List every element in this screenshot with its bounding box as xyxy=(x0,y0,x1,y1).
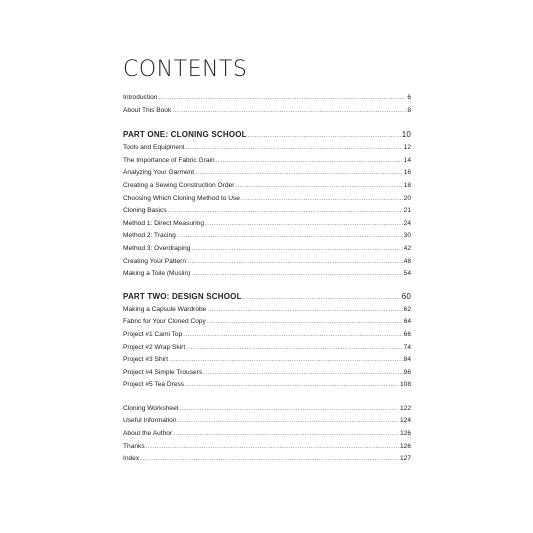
dot-leader xyxy=(205,218,403,231)
toc-entry[interactable] xyxy=(123,218,411,231)
toc-entry[interactable] xyxy=(123,205,411,218)
toc-entry-page: 74 xyxy=(403,343,411,351)
toc-entry-label: Tools and Equipment xyxy=(123,144,185,152)
toc-entry-page: 64 xyxy=(403,318,411,326)
part-heading[interactable] xyxy=(123,290,411,304)
intro-section xyxy=(123,92,411,117)
toc-entry[interactable] xyxy=(123,403,411,416)
dot-leader xyxy=(207,316,403,329)
toc-entry[interactable] xyxy=(123,379,411,392)
dot-leader xyxy=(177,230,403,243)
toc-entry[interactable] xyxy=(123,354,411,367)
toc-entry[interactable] xyxy=(123,415,411,428)
dot-leader xyxy=(146,441,399,454)
dot-leader xyxy=(243,291,401,305)
toc-entry[interactable] xyxy=(123,155,411,168)
dot-leader xyxy=(172,105,406,118)
part-heading[interactable] xyxy=(123,128,411,142)
part-two-section xyxy=(123,290,411,392)
part-one-section xyxy=(123,128,411,281)
dot-leader xyxy=(191,268,402,281)
part-heading-page: 60 xyxy=(401,291,411,301)
toc-entry-label: Index xyxy=(123,455,140,463)
dot-leader xyxy=(180,403,399,416)
toc-entry-label: Introduction xyxy=(123,94,158,101)
toc-entry-page: 122 xyxy=(399,404,411,412)
toc-entry[interactable] xyxy=(123,142,411,155)
contents-page xyxy=(123,58,411,466)
part-two-entries xyxy=(123,304,411,392)
toc-entry-label: Cloning Basics xyxy=(123,207,167,215)
toc-entry-label: About This Book xyxy=(123,106,172,114)
toc-entry-page: 54 xyxy=(403,270,411,278)
toc-entry-label: Project #3 Shirt xyxy=(123,356,169,364)
toc-entry-page: 30 xyxy=(403,232,411,240)
toc-entry-page: 48 xyxy=(403,257,411,265)
toc-entry[interactable] xyxy=(123,342,411,355)
toc-entry-page: 14 xyxy=(403,156,411,164)
part-one-entries xyxy=(123,142,411,281)
back-matter-section xyxy=(123,403,411,466)
toc-entry-page: 6 xyxy=(407,94,411,101)
page-title: CONTENTS xyxy=(123,57,248,82)
toc-entry[interactable] xyxy=(123,453,411,466)
part-heading-label: PART TWO: DESIGN SCHOOL xyxy=(123,291,242,301)
toc-entry-label: The Importance of Fabric Grain xyxy=(123,156,215,164)
toc-entry-page: 42 xyxy=(403,244,411,252)
toc-entry-page: 62 xyxy=(403,305,411,313)
toc-entry[interactable] xyxy=(123,441,411,454)
toc-entry[interactable] xyxy=(123,367,411,380)
toc-entry[interactable] xyxy=(123,92,411,105)
toc-entry-page: 12 xyxy=(403,144,411,152)
dot-leader xyxy=(183,329,402,342)
toc-entry[interactable] xyxy=(123,316,411,329)
toc-entry-page: 16 xyxy=(403,169,411,177)
toc-entry-page: 108 xyxy=(399,381,411,389)
dot-leader xyxy=(158,92,406,105)
toc-entry-label: Cloning Worksheet xyxy=(123,404,179,412)
toc-entry[interactable] xyxy=(123,193,411,206)
dot-leader xyxy=(248,129,401,143)
toc-entry-page: 126 xyxy=(399,442,411,450)
toc-entry[interactable] xyxy=(123,230,411,243)
toc-entry-label: Method 2: Tracing xyxy=(123,232,176,240)
dot-leader xyxy=(186,342,402,355)
toc-entry-label: About the Author xyxy=(123,430,173,438)
toc-entry-label: Project #1 Cami Top xyxy=(123,330,183,338)
toc-entry-label: Analyzing Your Garment xyxy=(123,169,195,177)
dot-leader xyxy=(169,354,403,367)
dot-leader xyxy=(168,205,403,218)
dot-leader xyxy=(216,155,403,168)
toc-entry[interactable] xyxy=(123,268,411,281)
part-heading-label: PART ONE: CLONING SCHOOL xyxy=(123,130,247,140)
dot-leader xyxy=(186,142,403,155)
toc-entry-page: 24 xyxy=(403,219,411,227)
toc-entry-label: Method 1: Direct Measuring xyxy=(123,219,204,227)
toc-entry-label: Making a Toile (Muslin) xyxy=(123,270,191,278)
toc-entry-label: Project #4 Simple Trousers xyxy=(123,368,203,376)
part-heading-page: 10 xyxy=(401,130,411,140)
back-matter-entries xyxy=(123,403,411,466)
dot-leader xyxy=(140,453,399,466)
dot-leader xyxy=(185,379,399,392)
toc-entry-page: 84 xyxy=(403,356,411,364)
toc-entry-label: Useful Information xyxy=(123,417,177,425)
toc-entry[interactable] xyxy=(123,329,411,342)
toc-entry-label: Fabric for Your Cloned Copy xyxy=(123,318,206,326)
toc-entry-label: Making a Capsule Wardrobe xyxy=(123,305,207,313)
toc-entry-label: Project #2 Wrap Skirt xyxy=(123,343,186,351)
toc-entry-page: 20 xyxy=(403,194,411,202)
toc-entry-label: Creating a Sewing Construction Order xyxy=(123,181,235,189)
toc-entry[interactable] xyxy=(123,180,411,193)
toc-entry-page: 127 xyxy=(399,455,411,463)
toc-entry-label: Project #5 Tea Dress xyxy=(123,381,185,389)
toc-entry-label: Method 3: Overdraping xyxy=(123,244,191,252)
toc-entry[interactable] xyxy=(123,428,411,441)
toc-entry-page: 21 xyxy=(403,207,411,215)
toc-entry-page: 126 xyxy=(399,430,411,438)
dot-leader xyxy=(187,256,403,269)
toc-entry-page: 124 xyxy=(399,417,411,425)
dot-leader xyxy=(195,167,403,180)
dot-leader xyxy=(178,415,399,428)
toc-entry-label: Thanks xyxy=(123,442,145,450)
toc-entry[interactable] xyxy=(123,167,411,180)
toc-entry-page: 18 xyxy=(403,181,411,189)
dot-leader xyxy=(241,193,403,206)
toc-entry-page: 8 xyxy=(407,106,411,114)
dot-leader xyxy=(235,180,402,193)
toc-entry[interactable] xyxy=(123,243,411,256)
toc-entry[interactable] xyxy=(123,256,411,269)
toc-entry-page: 66 xyxy=(403,330,411,338)
dot-leader xyxy=(191,243,402,256)
dot-leader xyxy=(173,428,399,441)
toc-entry-label: Creating Your Pattern xyxy=(123,257,187,265)
toc-entry-label: Choosing Which Cloning Method to Use xyxy=(123,194,240,202)
dot-leader xyxy=(203,367,402,380)
dot-leader xyxy=(207,304,402,317)
toc-entry[interactable] xyxy=(123,304,411,317)
toc-entry[interactable] xyxy=(123,105,411,118)
toc-entry-page: 96 xyxy=(403,368,411,376)
